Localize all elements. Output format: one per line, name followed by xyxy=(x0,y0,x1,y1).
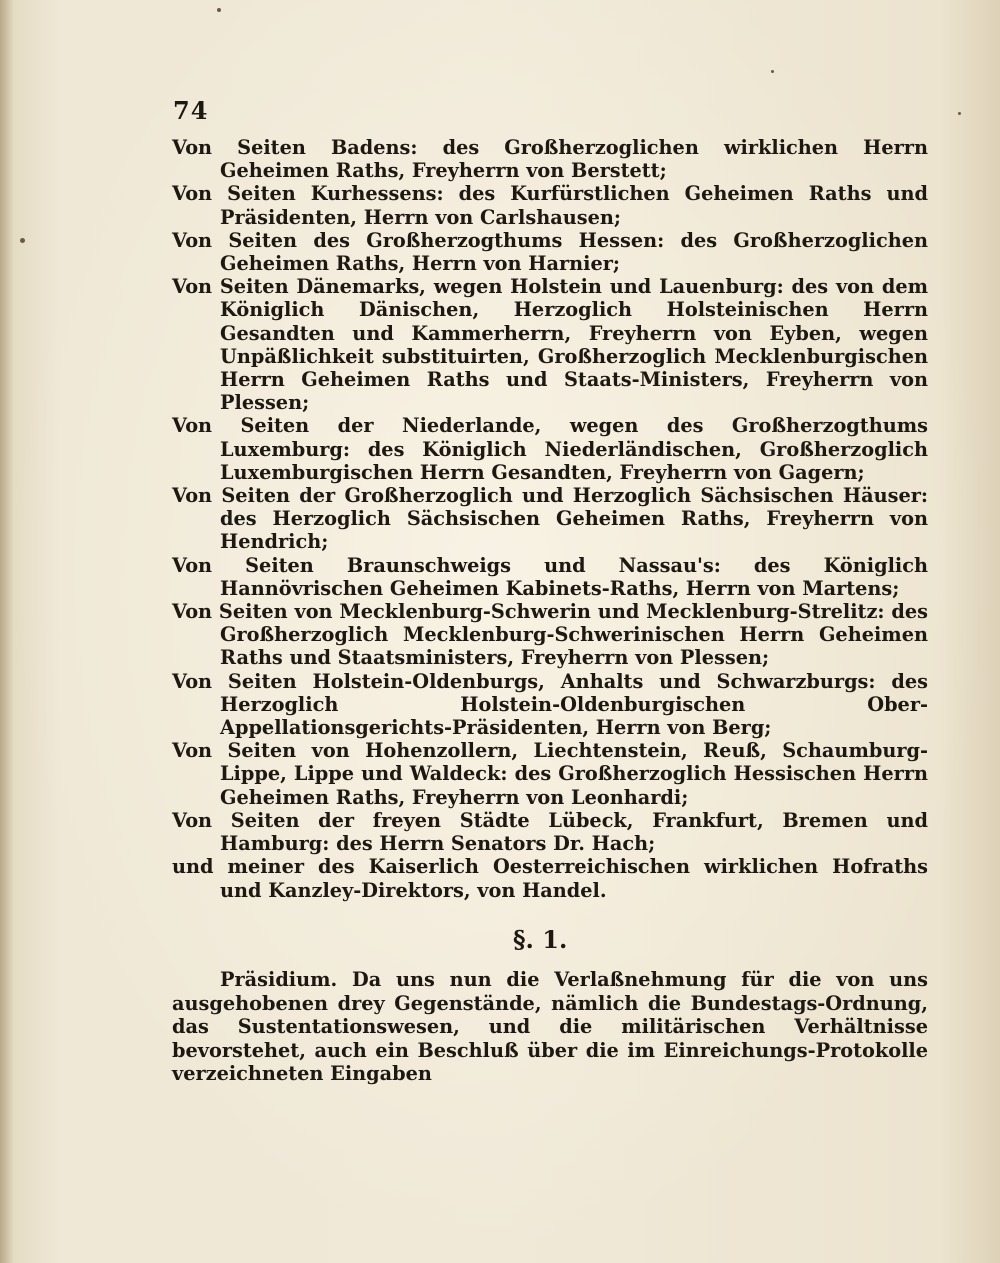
list-item: Von Seiten Kurhessens: des Kurfürstlichen Geheimen Raths und Präsidenten, Herrn von Carlshausen; xyxy=(172,182,928,229)
list-item: Von Seiten von Hohenzollern, Liechtenstein, Reuß, Schaumburg-Lippe, Lippe und Waldeck: des Großherzoglich Hessischen Herrn Geheimen Raths, Freyherrn von Leonhardi; xyxy=(172,739,928,809)
list-item: und meiner des Kaiserlich Oesterreichischen wirklichen Hofraths und Kanzley-Direktors, von Handel. xyxy=(172,855,928,902)
paper-speck xyxy=(771,70,774,73)
paper-speck xyxy=(958,112,961,115)
list-item: Von Seiten der Niederlande, wegen des Großherzogthums Luxemburg: des Königlich Niederländischen, Großherzoglich Luxemburgischen Herrn Gesandten, Freyherrn von Gagern; xyxy=(172,414,928,484)
paper-speck xyxy=(20,238,25,243)
body-paragraph: Präsidium. Da uns nun die Verlaßnehmung für die von uns ausgehobenen drey Gegenstände, nämlich die Bundestags-Ordnung, das Sustentationswesen, und die militärischen Verhältnisse bevorstehet, auch ein Beschluß über die im Einreichungs-Protokolle verzeichneten Eingaben xyxy=(172,968,928,1086)
list-item: Von Seiten Dänemarks, wegen Holstein und Lauenburg: des von dem Königlich Dänischen, Herzoglich Holsteinischen Herrn Gesandten und Kammerherrn, Freyherrn von Eyben, wegen Unpäßlichkeit substituirten, Großherzoglich Mecklenburgischen Herrn Geheimen Raths und Staats-Ministers, Freyherrn von Plessen; xyxy=(172,275,928,415)
section-heading: §. 1. xyxy=(513,925,568,954)
list-item: Von Seiten der freyen Städte Lübeck, Frankfurt, Bremen und Hamburg: des Herrn Senators Dr. Hach; xyxy=(172,808,928,856)
list-item: Von Seiten des Großherzogthums Hessen: des Großherzoglichen Geheimen Raths, Herrn von Harnier; xyxy=(172,228,928,276)
list-item: Von Seiten Braunschweigs und Nassau's: des Königlich Hannövrischen Geheimen Kabinets-Raths, Herrn von Martens; xyxy=(172,553,928,600)
list-item: Von Seiten Badens: des Großherzoglichen wirklichen Herrn Geheimen Raths, Freyherrn von Berstett; xyxy=(172,136,928,183)
delegates-list xyxy=(172,136,928,902)
list-item: Von Seiten von Mecklenburg-Schwerin und Mecklenburg-Strelitz: des Großherzoglich Mecklenburg-Schwerinischen Herrn Geheimen Raths und Staatsministers, Freyherrn von Plessen; xyxy=(172,600,928,670)
page-edge-shadow xyxy=(0,0,14,1263)
list-item: Von Seiten der Großherzoglich und Herzoglich Sächsischen Häuser: des Herzoglich Sächsischen Geheimen Raths, Freyherrn von Hendrich; xyxy=(172,484,928,554)
page-number: 74 xyxy=(173,96,209,125)
paper-speck xyxy=(217,8,221,12)
list-item: Von Seiten Holstein-Oldenburgs, Anhalts und Schwarzburgs: des Herzoglich Holstein-Oldenburgischen Ober-Appellationsgerichts-Präsidenten, Herrn von Berg; xyxy=(172,669,928,740)
